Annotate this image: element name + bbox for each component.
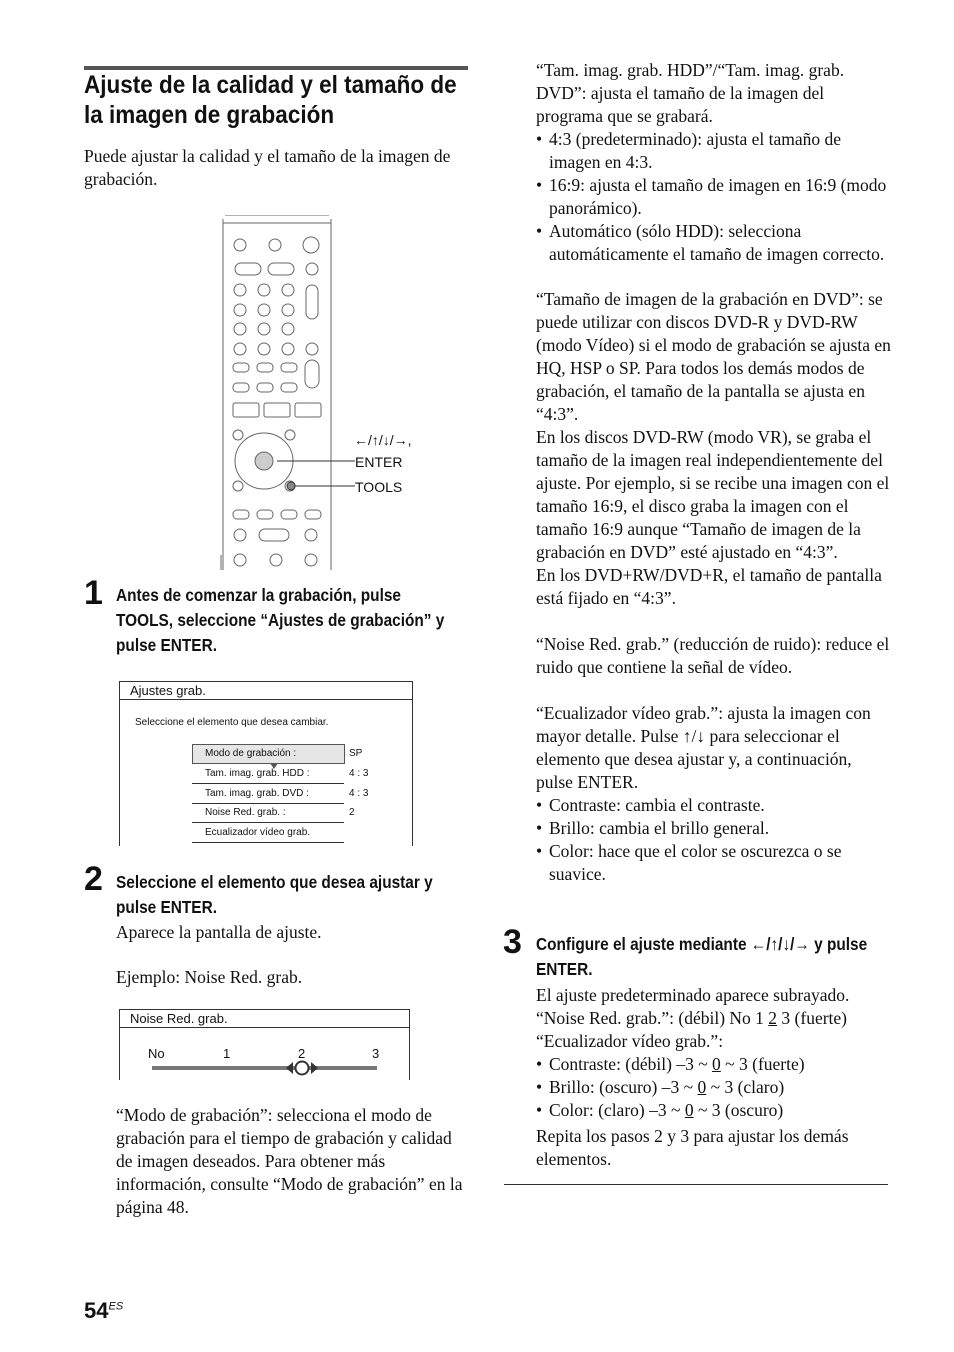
scale-label: 2 (298, 1046, 306, 1061)
step-3-number: 3 (503, 923, 522, 961)
step-3-body (536, 984, 896, 1171)
step-1-text: Antes de comenzar la grabación, pulse TOOLS, seleccione “Ajustes de grabación” y pulse ENTER. (116, 585, 445, 655)
step-2-text: Seleccione el elemento que desea ajustar y pulse ENTER. (116, 872, 433, 917)
menu-item-value: SP (349, 748, 363, 759)
intro-text: Puede ajustar la calidad y el tamaño de la imagen de grabación. (84, 146, 451, 189)
contrast-default: 0 (712, 1054, 721, 1074)
noise-reduction-para: “Noise Red. grab.” (reducción de ruido): reduce el ruido que contiene la señal de vídeo. (536, 634, 890, 677)
right-column (536, 59, 892, 886)
slider-track[interactable] (152, 1066, 377, 1070)
dvd-vr-para: En los discos DVD-RW (modo VR), se graba el tamaño de la imagen real independientemente del ajuste. Por ejemplo, si se recibe una imagen con el tamaño 16:9, el disco graba la imagen con el tamaño 16:9 aunque “Tamaño de imagen de la grabación en DVD” esté ajustado en “4:3”. (536, 427, 890, 562)
default-note: El ajuste predeterminado aparece subrayado. (536, 985, 850, 1005)
down-arrow-icon (270, 763, 278, 769)
menu-item-label[interactable]: Modo de grabación : (205, 748, 297, 759)
image-size-intro: “Tam. imag. grab. HDD”/“Tam. imag. grab. DVD”: ajusta el tamaño de la imagen del programa que se grabará. (536, 60, 845, 126)
equalizer-para: “Ecualizador vídeo grab.”: ajusta la imagen con mayor detalle. Pulse ↑/↓ para seleccionar el elemento que desea ajustar y, a continuación, pulse ENTER. (536, 703, 871, 792)
noise-range-pre: “Noise Red. grab.”: (débil) No 1 (536, 1008, 764, 1028)
menu-item-label[interactable]: Ecualizador vídeo grab. (205, 827, 311, 838)
scale-label: No (148, 1046, 165, 1061)
equalizer-label: “Ecualizador vídeo grab.”: (536, 1031, 724, 1051)
section-end-rule (504, 1184, 888, 1185)
step-2-sub1: Aparece la pantalla de ajuste. (116, 922, 322, 942)
recording-mode-paragraph: “Modo de grabación”: selecciona el modo de grabación para el tiempo de grabación y calidad de imagen deseados. Para obtener más información, consulte “Modo de grabación” en la página 48. (116, 1105, 463, 1217)
noise-range (536, 1007, 896, 1030)
menu-item-label[interactable]: Tam. imag. grab. DVD : (205, 788, 309, 799)
callout-enter: ENTER (355, 454, 403, 470)
repeat-note: Repita los pasos 2 y 3 para ajustar los demás elementos. (536, 1126, 849, 1169)
slider-handle-icon[interactable] (285, 1059, 319, 1077)
step-3-text: Configure el ajuste mediante ←/↑/↓/→ y pulse ENTER. (536, 934, 868, 979)
remote-number-pad (233, 284, 321, 417)
callout-tools: TOOLS (355, 479, 403, 495)
image-size-option: • Automático (sólo HDD): selecciona automáticamente el tamaño de imagen correcto. (536, 220, 892, 266)
menu-item-label[interactable]: Tam. imag. grab. HDD : (205, 768, 310, 779)
equalizer-option: • Color: hace que el color se oscurezca o se suavice. (536, 840, 892, 886)
image-size-option: • 16:9: ajusta el tamaño de imagen en 16:9 (modo panorámico). (536, 174, 892, 220)
screen2-title: Noise Red. grab. (130, 1011, 228, 1026)
step-2-sub2: Ejemplo: Noise Red. grab. (116, 967, 303, 987)
dvd-image-size-para: “Tamaño de imagen de la grabación en DVD”: se puede utilizar con discos DVD-R y DVD-RW (modo Vídeo) si el modo de grabación se ajusta en HQ, HSP o SP. Para todos los demás modos de grabación, el tamaño de la pantalla se ajusta en “4:3”. (536, 289, 891, 424)
scale-label: 3 (372, 1046, 380, 1061)
screen-title: Ajustes grab. (130, 683, 206, 698)
remote-buttons-top (234, 237, 319, 275)
menu-item-value: 4 : 3 (349, 768, 369, 779)
step-2-number: 2 (84, 860, 103, 898)
menu-item-value: 4 : 3 (349, 788, 369, 799)
dvd-plus-para: En los DVD+RW/DVD+R, el tamaño de pantalla está fijado en “4:3”. (536, 565, 882, 608)
settings-screen (119, 681, 413, 846)
page-number: $54^{ES}$ (84, 1298, 124, 1323)
remote-buttons-bottom (233, 510, 321, 566)
menu-item-value: 2 (349, 807, 355, 818)
equalizer-option: • Contraste: cambia el contraste. (536, 794, 892, 817)
contrast-range: • Contraste: (débil) –3 ~ 0 ~ 3 (fuerte) (536, 1053, 896, 1076)
color-default: 0 (684, 1100, 694, 1120)
step-1-number: 1 (84, 574, 103, 612)
equalizer-option: • Brillo: cambia el brillo general. (536, 817, 892, 840)
image-size-option: • 4:3 (predeterminado): ajusta el tamaño de imagen en 4:3. (536, 128, 892, 174)
scale-label: 1 (223, 1046, 231, 1061)
page-lang-suffix: ES (108, 1300, 124, 1313)
brightness-default: 0 (697, 1077, 707, 1097)
noise-range-post: 3 (fuerte) (781, 1008, 848, 1028)
page-title: Ajuste de la calidad y el tamaño de la imagen de grabación (84, 71, 457, 129)
menu-item-label[interactable]: Noise Red. grab. : (205, 807, 286, 818)
callout-arrows: ←/↑/↓/→, (354, 432, 412, 448)
noise-reduction-screen (119, 1009, 410, 1080)
noise-default: 2 (768, 1008, 778, 1028)
screen-prompt: Seleccione el elemento que desea cambiar. (135, 717, 329, 728)
brightness-range: • Brillo: (oscuro) –3 ~ 0 ~ 3 (claro) (536, 1076, 896, 1099)
color-range: • Color: (claro) –3 ~ 0 ~ 3 (oscuro) (536, 1099, 896, 1122)
remote-control-illustration (215, 215, 455, 575)
